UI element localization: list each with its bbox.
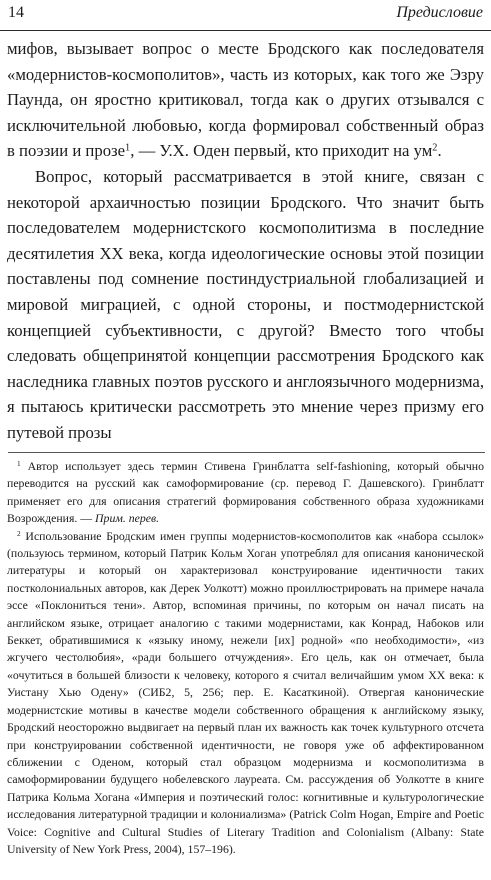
page-number: 14 — [8, 4, 24, 21]
translator-note: Прим. перев. — [95, 511, 160, 526]
footnote-text: Использование Бродским имен группы модернистов-космополитов как «набора ссылок» (пользуюсь термином, который Патрик Кольм Хоган употреблял для описания канонической литературы и который он характеризовал конструирование идентичности таких постколониальных авторов, как Дерек Уолкотт) можно проиллюстрировать на примере начала эссе «Поклониться тени». Автор, вспоминая причины, по которым он начал писать на английском языке, отрицает аналогию с такими модернистами, как Конрад, Набоков или Беккет, обратившимися к «языку иному, нежели [их] родной» «по необходимости», «из жгучего честолюбия», «ради большего отчуждения». Его цель, как он отмечает, была «очутиться в большей близости к человеку, которого я считал величайшим умом XX века: к Уистану Хью Одену» (СИБ2, 5, 256; пер. Е. Касаткиной). Отвергая канонические модернистские мотивы в качестве модели собственного обращения к английскому языку, Бродский неосторожно выдвигает на первый план их важность как точек культурного отсчета при конструировании собственной идентичности, не говоря уже об аффектированном сближении с Оденом, который стал образцом модернизма и космополитизма в самоформировании будущего нобелевского лауреата. См. рассуждения об Уолкотте в книге Патрика Кольма Хогана «Империя и поэтический голос: когнитивные и культурологические исследования литературной традиции и колониализма» (Patrick Colm Hogan, Empire and Poetic Voice: Cognitive and Cultural Studies of Literary Tradition and Colonialism (Albany: State University of New York Press, 2004), 157–196). — [7, 528, 485, 856]
footnote-number: 1 — [17, 458, 21, 468]
running-header — [0, 0, 491, 31]
footnote-1 — [7, 458, 484, 528]
footnote-2 — [7, 528, 484, 859]
footnote-number: 2 — [17, 528, 21, 538]
main-text — [7, 36, 484, 446]
footnote-ref-1[interactable]: 1 — [125, 142, 131, 154]
footnote-text: Автор использует здесь термин Стивена Гринблатта self-fashioning, который обычно переводится на русский как самоформирование (ср. перевод Г. Дашевского). Гринблатт применяет его для описания стратегий формирования собственного образа художниками Возрождения. — — [7, 459, 484, 526]
footnote-divider — [8, 452, 485, 453]
paragraph-text: , — У.Х. Оден первый, кто приходит на ум — [130, 141, 433, 161]
running-title: Предисловие — [396, 4, 483, 21]
footnote-ref-2[interactable]: 2 — [432, 142, 438, 154]
paragraph-continued — [7, 36, 484, 164]
paragraph: Вопрос, который рассматривается в этой книге, связан с некоторой архаичностью позиции Бродского. Что значит быть последователем модернистского космополитизма в последние десятилетия XX века, когда идеологические основы этой позиции поставлены под сомнение постиндустриальной глобализацией и мировой миграцией, с одной стороны, и постмодернистской концепцией субъективности, с другой? Вместо того чтобы следовать общепринятой концепции рассмотрения Бродского как наследника главных поэтов русского и англоязычного модернизма, я пытаюсь критически рассмотреть это мнение через призму его путевой прозы — [7, 166, 484, 442]
paragraph-text: мифов, вызывает вопрос о месте Бродского как последователя «модернистов-космополитов», часть из которых, как того же Эзру Паунда, он яростно критиковал, тогда как о других отзывался с исключительной любовью, когда формировал собственный образ в поэзии и прозе — [7, 39, 484, 161]
paragraph-text: . — [437, 141, 442, 161]
footnotes — [7, 458, 484, 858]
